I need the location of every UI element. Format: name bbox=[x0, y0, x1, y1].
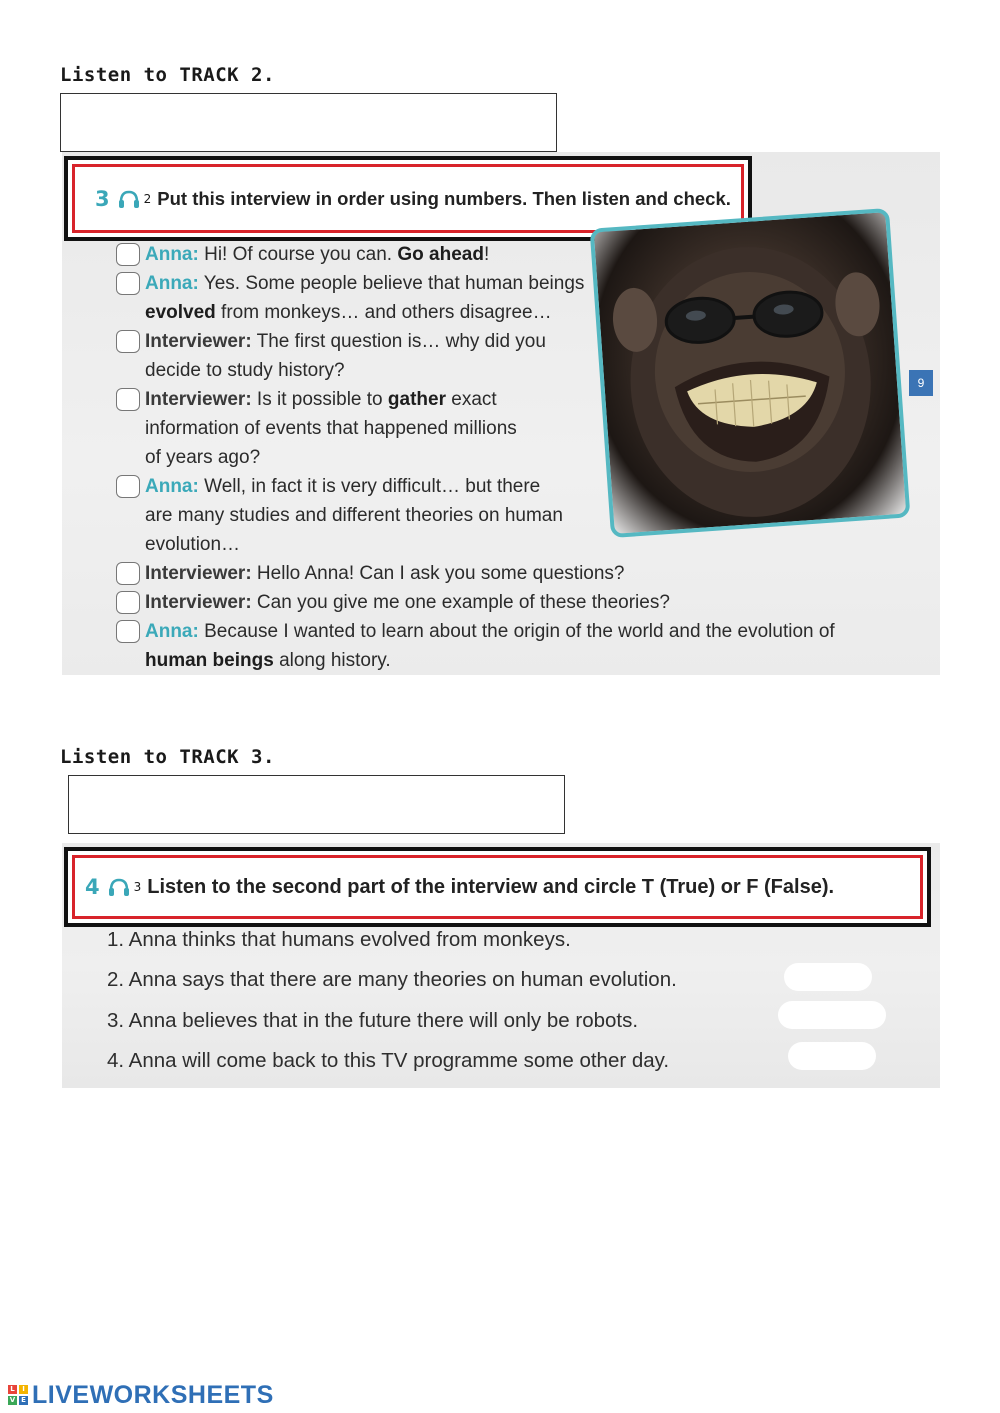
tf-answer-box-3[interactable] bbox=[778, 1001, 886, 1029]
dialogue-text: information of events that happened millions bbox=[145, 418, 517, 439]
exercise-number: 4 bbox=[85, 875, 100, 899]
interview-line bbox=[145, 472, 563, 559]
speaker-label: Anna: bbox=[145, 273, 199, 294]
order-number-input[interactable] bbox=[117, 563, 139, 584]
interview-line bbox=[145, 559, 625, 588]
liveworksheets-logo-icon: L I V E bbox=[8, 1385, 28, 1405]
dialogue-text: The first question is… why did you bbox=[251, 331, 546, 352]
interview-line bbox=[145, 269, 584, 327]
order-number-box[interactable] bbox=[116, 330, 140, 353]
dialogue-text: decide to study history? bbox=[145, 360, 345, 381]
chimpanzee-photo bbox=[590, 208, 911, 538]
order-number-box[interactable] bbox=[116, 591, 140, 614]
order-number-input[interactable] bbox=[117, 592, 139, 613]
exercise-number: 3 bbox=[95, 186, 110, 211]
dialogue-text: Is it possible to bbox=[251, 389, 388, 410]
headphones-icon bbox=[118, 189, 140, 209]
interview-line bbox=[145, 588, 670, 617]
headphones-icon bbox=[108, 877, 130, 897]
interview-line bbox=[145, 617, 835, 675]
dialogue-text: Hello Anna! Can I ask you some questions? bbox=[251, 563, 625, 584]
order-number-box[interactable] bbox=[116, 243, 140, 266]
order-number-box[interactable] bbox=[116, 620, 140, 643]
order-number-input[interactable] bbox=[117, 476, 139, 497]
speaker-label: Anna: bbox=[145, 476, 199, 497]
exercise-4-instruction-box bbox=[64, 847, 931, 927]
track-2-answer-input[interactable] bbox=[61, 94, 556, 151]
dialogue-text: along history. bbox=[273, 650, 391, 671]
track-2-answer-box[interactable] bbox=[60, 93, 557, 152]
tf-answer-input-2[interactable] bbox=[784, 963, 876, 993]
dialogue-text: from monkeys… and others disagree… bbox=[215, 302, 552, 323]
tf-answer-input-3[interactable] bbox=[778, 1001, 890, 1031]
speaker-label: Interviewer: bbox=[145, 592, 252, 613]
track-number: 2 bbox=[143, 191, 152, 206]
keyword: gather bbox=[387, 389, 446, 410]
exercise-3-instruction: Put this interview in order using numbers. Then listen and check. bbox=[157, 187, 731, 209]
liveworksheets-logo[interactable] bbox=[8, 1382, 274, 1408]
tf-answer-input-4[interactable] bbox=[788, 1042, 880, 1072]
dialogue-text: exact bbox=[445, 389, 497, 410]
speaker-label: Interviewer: bbox=[145, 331, 252, 352]
track-3-answer-box[interactable] bbox=[68, 775, 565, 834]
speaker-label: Anna: bbox=[145, 244, 199, 265]
dialogue-text: ! bbox=[483, 244, 490, 265]
dialogue-text: Well, in fact it is very difficult… but there bbox=[198, 476, 541, 497]
statement-1: 1. Anna thinks that humans evolved from monkeys. bbox=[107, 928, 571, 951]
dialogue-text: Yes. Some people believe that human beings bbox=[198, 273, 585, 294]
interview-line bbox=[145, 385, 517, 472]
order-number-box[interactable] bbox=[116, 475, 140, 498]
tf-answer-box-2[interactable] bbox=[784, 963, 872, 991]
order-number-input[interactable] bbox=[117, 244, 139, 265]
track-3-label: Listen to TRACK 3. bbox=[60, 746, 275, 768]
keyword: Go ahead bbox=[397, 244, 484, 265]
statement-4: 4. Anna will come back to this TV programme some other day. bbox=[107, 1049, 670, 1072]
order-number-input[interactable] bbox=[117, 621, 139, 642]
keyword: human beings bbox=[145, 650, 274, 671]
dialogue-text: of years ago? bbox=[145, 447, 261, 468]
speaker-label: Anna: bbox=[145, 621, 199, 642]
order-number-input[interactable] bbox=[117, 389, 139, 410]
dialogue-text: Because I wanted to learn about the origin of the world and the evolution of bbox=[198, 621, 835, 642]
dialogue-text: are many studies and different theories on human bbox=[145, 505, 563, 526]
order-number-input[interactable] bbox=[117, 331, 139, 352]
speaker-label: Interviewer: bbox=[145, 563, 252, 584]
dialogue-text: Can you give me one example of these theories? bbox=[251, 592, 670, 613]
tf-answer-box-4[interactable] bbox=[788, 1042, 876, 1070]
page-number-badge: 9 bbox=[909, 370, 933, 396]
track-number: 3 bbox=[133, 880, 142, 894]
order-number-box[interactable] bbox=[116, 562, 140, 585]
statement-2: 2. Anna says that there are many theories on human evolution. bbox=[107, 968, 677, 991]
chimpanzee-illustration bbox=[594, 212, 906, 534]
interview-line bbox=[145, 240, 489, 269]
order-number-input[interactable] bbox=[117, 273, 139, 294]
track-3-answer-input[interactable] bbox=[69, 776, 564, 833]
speaker-label: Interviewer: bbox=[145, 389, 252, 410]
dialogue-text: evolution… bbox=[145, 534, 241, 555]
interview-line bbox=[145, 327, 546, 385]
liveworksheets-logo-text: LIVEWORKSHEETS bbox=[32, 1380, 274, 1409]
order-number-box[interactable] bbox=[116, 272, 140, 295]
track-2-label: Listen to TRACK 2. bbox=[60, 64, 275, 86]
statement-3: 3. Anna believes that in the future there will only be robots. bbox=[107, 1009, 639, 1032]
order-number-box[interactable] bbox=[116, 388, 140, 411]
keyword: evolved bbox=[145, 302, 216, 323]
exercise-4-instruction: Listen to the second part of the interview and circle T (True) or F (False). bbox=[147, 875, 835, 898]
dialogue-text: Hi! Of course you can. bbox=[198, 244, 398, 265]
